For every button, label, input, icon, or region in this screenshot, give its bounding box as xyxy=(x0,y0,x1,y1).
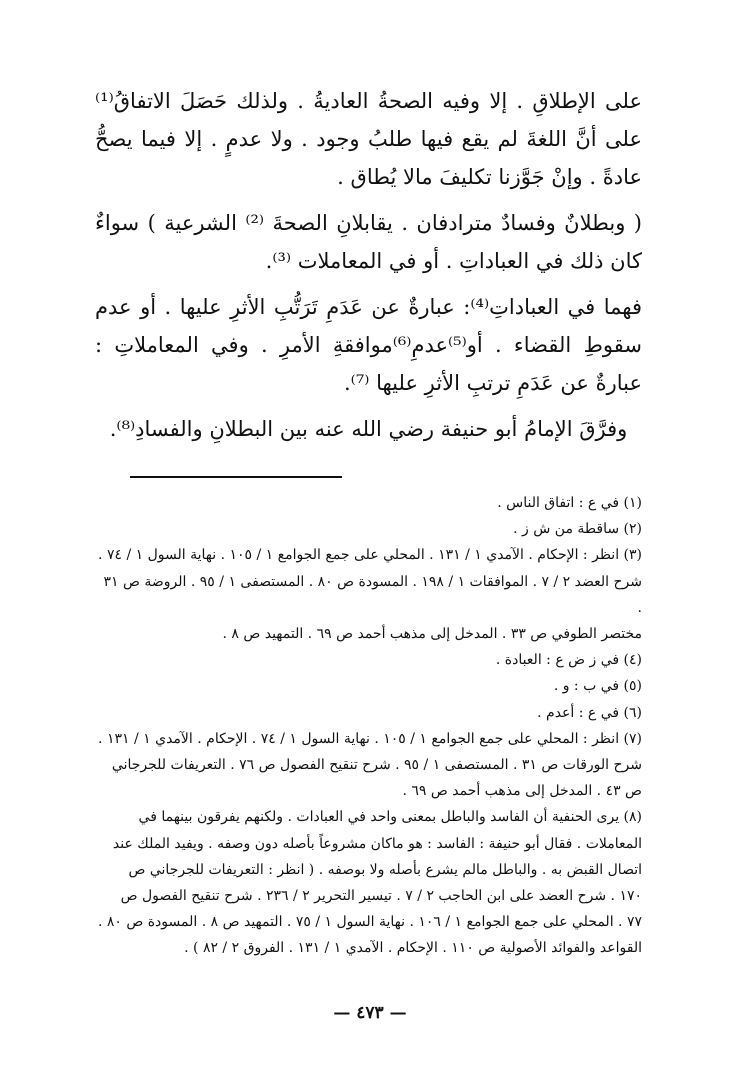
main-text xyxy=(95,82,642,448)
footnote-line: مختصر الطوفي ص ٣٣ . المدخل إلى مذهب أحمد ص ٦٩ . التمهيد ص ٨ . xyxy=(222,626,642,643)
footnote-line: (١) في ع : اتفاق الناس . xyxy=(497,495,642,511)
footnote-line: (٧) انظر : المحلي على جمع الجوامع ١ / ١٠٥ . نهاية السول ١ / ٧٤ . الإحكام . الآمدي ١ / ١٣١ . xyxy=(98,730,642,747)
footnotes xyxy=(95,490,642,962)
footnote-line: (٣) انظر : الإحكام . الآمدي ١ / ١٣١ . المحلي على جمع الجوامع ١ / ١٠٥ . نهاية السول ١ / ٧٤ . xyxy=(98,547,642,564)
footnote-line: (٤) في ز ض ع : العبادة . xyxy=(495,652,642,669)
footnote-separator xyxy=(130,476,342,478)
paragraph-3: فهما في العباداتِ⁽⁴⁾: عبارةٌ عن عَدَمِ تَرَتُّبِ الأثرِ عليها . أو عدم سقوطِ القضاء . أو⁽⁵⁾عدمِ⁽⁶⁾موافقةِ الأمرِ . وفي المعاملاتِ : عبارةٌ عن عَدَمِ ترتبِ الأثرِ عليها ⁽⁷⁾. xyxy=(95,295,642,395)
footnote-line: (٥) في ب : و . xyxy=(553,678,642,695)
footnote-line: (٨) يرى الحنفية أن الفاسد والباطل بمعنى واحد في العبادات . ولكنهم يفرقون بينهما في xyxy=(138,809,642,826)
footnote-line: ٧٧ . المحلي على جمع الجوامع ١ / ١٠٦ . نهاية السول ١ / ٧٥ . التمهيد ص ٨ . المسودة ص ٨٠ . xyxy=(97,914,642,931)
footnote-line: (٢) ساقطة من ش ز . xyxy=(513,521,642,538)
footnote-line: ص ٤٣ . المدخل إلى مذهب أحمد ص ٦٩ . xyxy=(402,783,642,800)
footnote-line: اتصال القبض به . والباطل مالم يشرع بأصله ولا بوصفه . ( انظر : التعريفات للجرجاني ص xyxy=(128,861,642,878)
paragraph-4: وفرَّقَ الإمامُ أبو حنيفة رضي الله عنه بين البطلانِ والفسادِ⁽⁸⁾. xyxy=(109,417,628,441)
footnote-line: ١٧٠ . شرح العضد على ابن الحاجب ٢ / ٧ . تيسير التحرير ٢ / ٢٣٦ . شرح تنقيح الفصول ص xyxy=(120,888,642,905)
paragraph-1: على الإطلاقِ . إلا وفيه الصحةُ العاديةُ . ولذلك حَصَلَ الاتفاقُ⁽¹⁾على أنَّ اللغةَ لم يقع فيها طلبُ وجود . ولا عدمٍ . إلا فيما يصحُّ عادةً . وإنْ جَوَّزنا تكليفَ مالا يُطاق . xyxy=(95,89,642,189)
paragraph-2: ( وبطلانٌ وفسادٌ مترادفان . يقابلانِ الصحةَ ⁽²⁾ الشرعية ) سواءٌ كان ذلك في العباداتِ . أو في المعاملات ⁽³⁾. xyxy=(95,211,642,273)
page-number: — ٤٧٣ — xyxy=(333,1003,407,1023)
footnote-line: المعاملات . فقال أبو حنيفة : الفاسد : هو ماكان مشروعاً بأصله دون وصفه . ويفيد الملك عند xyxy=(112,835,642,852)
footnote-line: القواعد والفوائد الأصولية ص ١١٠ . الإحكام . الآمدي ١ / ١٣١ . الفروق ٢ / ٨٢ ) . xyxy=(184,940,642,957)
footnote-line: شرح العضد ٢ / ٧ . الموافقات ١ / ١٩٨ . المسودة ص ٨٠ . المستصفى ١ / ٩٥ . الروضة ص ٣١ . xyxy=(103,573,642,616)
footnote-line: شرح الورقات ص ٣١ . المستصفى ١ / ٩٥ . شرح تنقيح الفصول ص ٧٦ . التعريفات للجرجاني xyxy=(111,757,642,774)
footnote-line: (٦) في ع : أعدم . xyxy=(537,704,642,721)
